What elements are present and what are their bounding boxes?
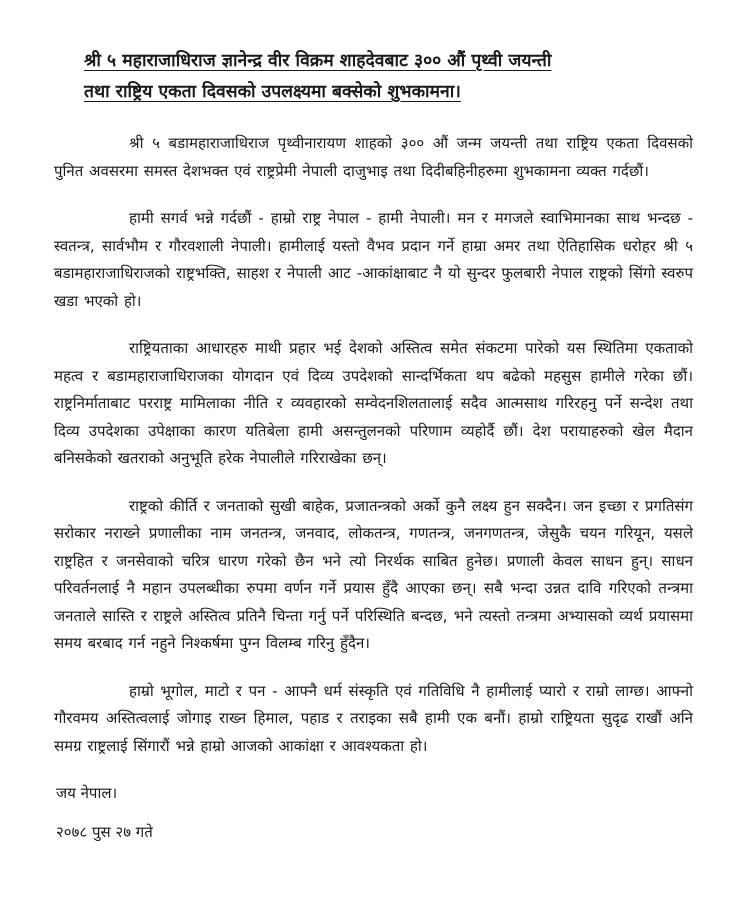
document-title	[84, 46, 693, 108]
document-date: २०७८ पुस २७ गते	[56, 823, 153, 841]
paragraph-democracy: राष्ट्रको कीर्ति र जनताको सुखी बाहेक, प्रजातन्त्रको अर्को कुनै लक्ष्य हुन सक्दैन। जन इच्छा र प्रगतिसंग सरोकार नराख्ने प्रणालीका नाम जनतन्त्र, जनवाद, लोकतन्त्र, गणतन्त्र, जनगणतन्त्र, जेसुकै चयन गरियून, यसले राष्ट्रहित र जनसेवाको चरित्र धारण गरेको छैन भने त्यो निरर्थक साबित हुनेछ। प्रणाली केवल साधन हुन्। साधन परिवर्तनलाई नै महान उपलब्धीका रुपमा वर्णन गर्ने प्रयास हुँदै आएका छन्। सबै भन्दा उन्नत दावि गरिएको तन्त्रमा जनताले सास्ति र राष्ट्रले अस्तित्व प्रतिनै चिन्ता गर्नु पर्ने परिस्थिति बन्दछ, भने त्यस्तो तन्त्रमा अभ्यासको व्यर्थ प्रयासमा समय बरबाद गर्न नहुने निश्कर्षमा पुग्न विलम्ब गरिनु हुँदैन।	[54, 496, 693, 652]
paragraph-pride: हामी सगर्व भन्ने गर्दछौं - हाम्रो राष्ट्र नेपाल - हामी नेपाली। मन र मगजले स्वाभिमानका साथ भन्दछ - स्वतन्त्र, सार्वभौम र गौरवशाली नेपाली। हामीलाई यस्तो वैभव प्रदान गर्ने हाम्रा अमर तथा ऐतिहासिक धरोहर श्री ५ बडामहाराजाधिराजको राष्ट्रभक्ति, साहश र नेपाली आट -आकांक्षाबाट नै यो सुन्दर फुलबारी नेपाल राष्ट्रको सिंगो स्वरुप खडा भएको हो।	[54, 209, 693, 310]
title-line-2: तथा राष्ट्रिय एकता दिवसको उपलक्ष्यमा बक्सेको शुभकामना।	[84, 82, 461, 102]
paragraph-unity: हाम्रो भूगोल, माटो र पन - आफ्नै धर्म संस्कृति एवं गतिविधि नै हामीलाई प्यारो र राम्रो लाग्छ। आफ्नो गौरवमय अस्तित्वलाई जोगाइ राख्न हिमाल, पहाड र तराइका सबै हामी एक बनौं। हाम्रो राष्ट्रियता सुदृढ राखौं अनि समग्र राष्ट्रलाई सिंगारौं भन्ने हाम्रो आजको आकांक्षा र आवश्यकता हो।	[54, 681, 693, 755]
title-line-1: श्री ५ महाराजाधिराज ज्ञानेन्द्र वीर विक्रम शाहदेवबाट ३०० औं पृथ्वी जयन्ती	[84, 51, 552, 71]
paragraph-nationalism: राष्ट्रियताका आधारहरु माथी प्रहार भई देशको अस्तित्व समेत संकटमा पारेको यस स्थितिमा एकताको महत्व र बडामहाराजाधिराजका योगदान एवं दिव्य उपदेशको सान्दर्भिकता थप बढेको महसुस हामीले गरेका छौं। राष्ट्रनिर्माताबाट परराष्ट्र मामिलाका नीति र व्यवहारको सम्वेदनशिलतालाई सदैव आत्मसाथ गरिरहनु पर्ने सन्देश तथा दिव्य उपदेशका उपेक्षाका कारण यतिबेला हामी असन्तुलनको परिणाम व्यहोर्दै छौं। देश परायाहरुको खेल मैदान बनिसकेको खतराको अनुभूति हरेक नेपालीले गरिराखेका छन्।	[54, 339, 693, 467]
closing-salutation: जय नेपाल।	[56, 784, 118, 802]
paragraph-greeting: श्री ५ बडामहाराजाधिराज पृथ्वीनारायण शाहको ३०० औं जन्म जयन्ती तथा राष्ट्रिय एकता दिवसको पुनित अवसरमा समस्त देशभक्त एवं राष्ट्रप्रेमी नेपाली दाजुभाइ तथा दिदीबहिनीहरुमा शुभकामना व्यक्त गर्दछौं।	[54, 134, 693, 180]
